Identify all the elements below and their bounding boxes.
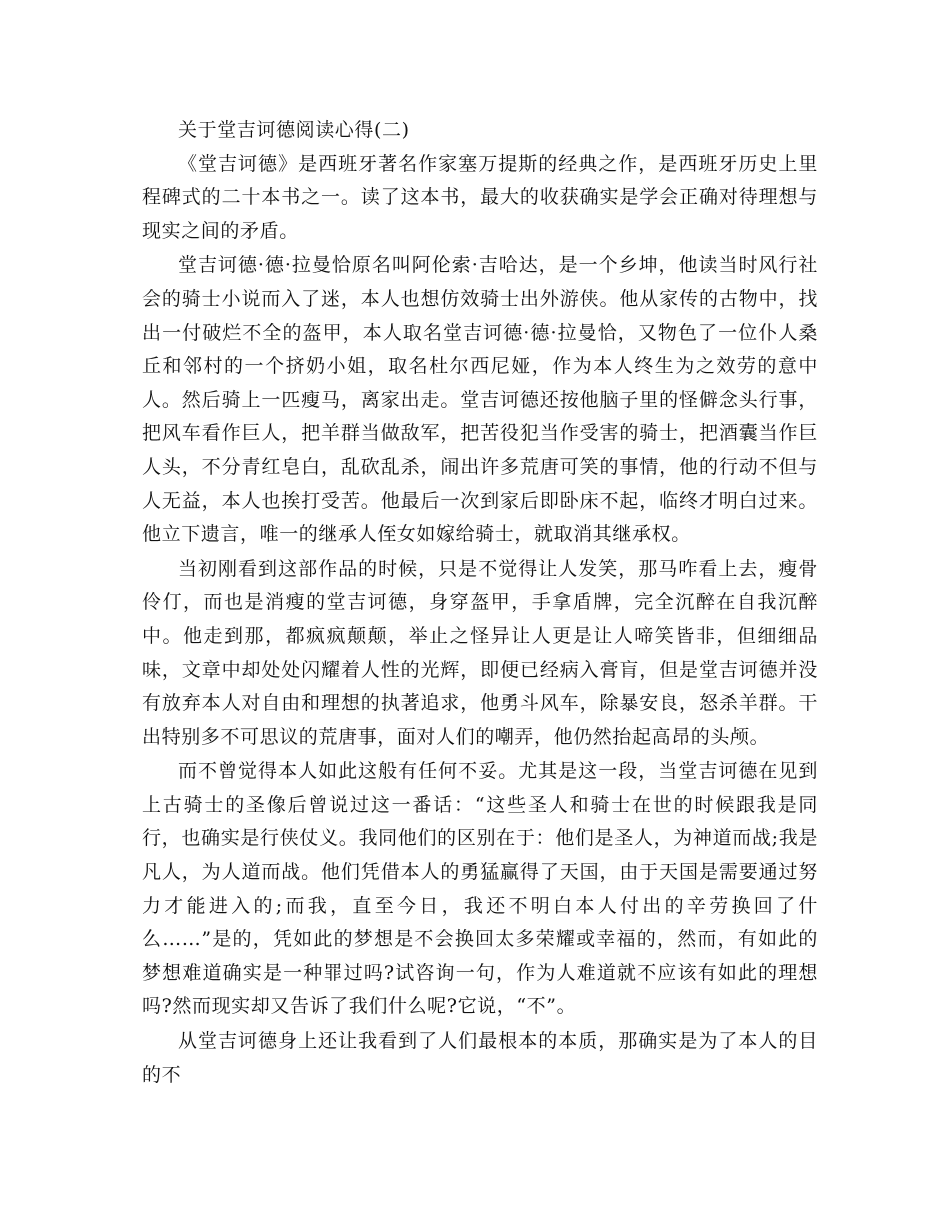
document-body xyxy=(142,114,818,1093)
paragraph-quote: 而不曾觉得本人如此这般有任何不妥。尤其是这一段，当堂吉诃德在见到上古骑士的圣像后曾说过这一番话：“这些圣人和骑士在世的时候跟我是同行，也确实是行侠仗义。我同他们的区别在于：他们是圣人，为神道而战;我是凡人，为人道而战。他们凭借本人的勇猛赢得了天国，由于天国是需要通过努力才能进入的;而我，直至今日，我还不明白本人付出的辛劳换回了什么……”是的，凭如此的梦想是不会换回太多荣耀或幸福的，然而，有如此的梦想难道确实是一种罪过吗?试咨询一句，作为人难道就不应该有如此的理想吗?然而现实却又告诉了我们什么呢?它说，“不”。 xyxy=(142,760,818,1018)
paragraph-first-impression: 当初刚看到这部作品的时候，只是不觉得让人发笑，那马咋看上去，瘦骨伶仃，而也是消瘦的堂吉诃德，身穿盔甲，手拿盾牌，完全沉醉在自我沉醉中。他走到那，都疯疯颠颠，举止之怪异让人更是让人啼笑皆非，但细细品味，文章中却处处闪耀着人性的光辉，即便已经病入膏肓，但是堂吉诃德并没有放弃本人对自由和理想的执著追求，他勇斗风车，除暴安良，怒杀羊群。干出特别多不可思议的荒唐事，面对人们的嘲弄，他仍然抬起高昂的头颅。 xyxy=(142,557,818,748)
paragraph-intro: 《堂吉诃德》是西班牙著名作家塞万提斯的经典之作，是西班牙历史上里程碑式的二十本书之一。读了这本书，最大的收获确实是学会正确对待理想与现实之间的矛盾。 xyxy=(142,152,818,242)
document-title: 关于堂吉诃德阅读心得(二) xyxy=(178,119,410,141)
paragraph-plot-summary: 堂吉诃德·德·拉曼恰原名叫阿伦索·吉哈达，是一个乡坤，他读当时风行社会的骑士小说而入了迷，本人也想仿效骑士出外游侠。他从家传的古物中，找出一付破烂不全的盔甲，本人取名堂吉诃德·德·拉曼恰，又物色了一位仆人桑丘和邻村的一个挤奶小姐，取名杜尔西尼娅，作为本人终生为之效劳的意中人。然后骑上一匹瘦马，离家出走。堂吉诃德还按他脑子里的怪僻念头行事，把风车看作巨人，把羊群当做敌军，把苦役犯当作受害的骑士，把酒囊当作巨人头，不分青红皂白，乱砍乱杀，闹出许多荒唐可笑的事情，他的行动不但与人无益，本人也挨打受苦。他最后一次到家后即卧床不起，临终才明白过来。他立下遗言，唯一的继承人侄女如嫁给骑士，就取消其继承权。 xyxy=(142,254,818,546)
paragraph-human-nature: 从堂吉诃德身上还让我看到了人们最根本的本质，那确实是为了本人的目的不 xyxy=(142,1030,818,1086)
